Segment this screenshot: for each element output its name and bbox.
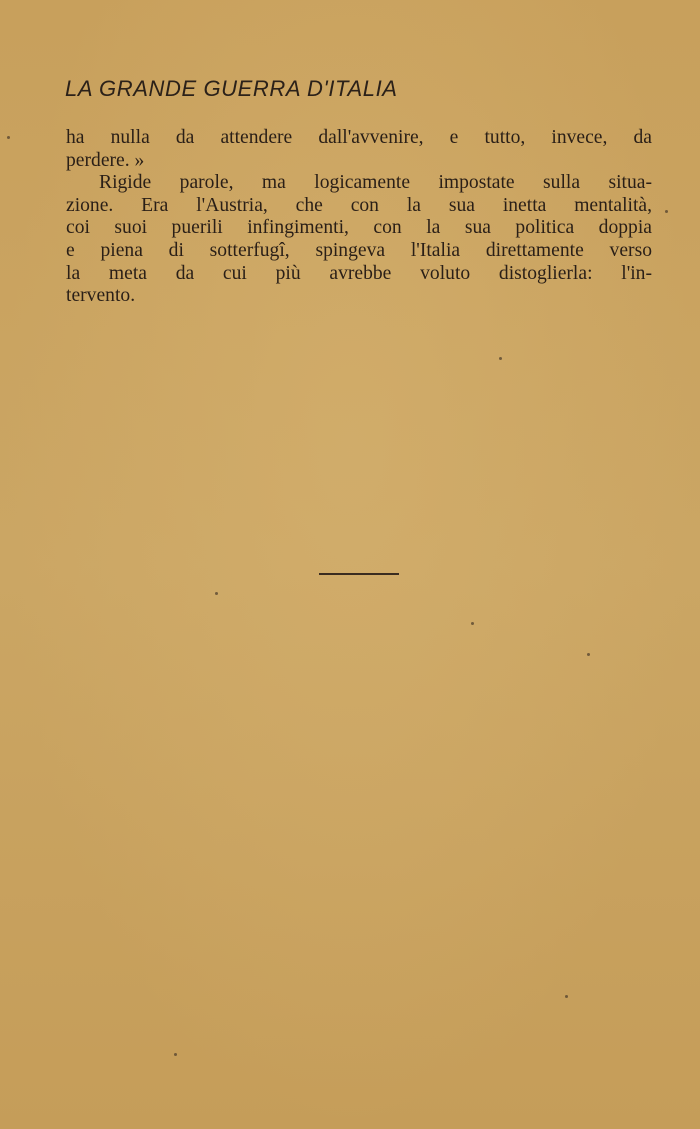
text-line: Rigide parole, ma logicamente impostate sulla situa- — [99, 172, 652, 194]
paper-speck — [587, 653, 590, 656]
paper-speck — [565, 995, 568, 998]
text-line: la meta da cui più avrebbe voluto distoglierla: l'in- — [66, 262, 652, 284]
paper-speck — [499, 357, 502, 360]
paper-speck — [471, 622, 474, 625]
text-line: coi suoi puerili infingimenti, con la sua politica doppia — [66, 217, 652, 239]
text-line: tervento. — [66, 285, 136, 307]
paper-speck — [174, 1053, 177, 1056]
running-title: LA GRANDE GUERRA D'ITALIA — [65, 76, 398, 101]
text-line: e piena di sotterfugî, spingeva l'Italia direttamente verso — [66, 239, 652, 261]
body-paragraphs — [66, 127, 652, 308]
text-line: zione. Era l'Austria, che con la sua inetta mentalità, — [66, 194, 652, 216]
paper-speck — [215, 592, 218, 595]
paper-speck — [665, 210, 668, 213]
section-divider — [319, 573, 399, 575]
text-line: perdere. » — [66, 149, 145, 171]
paper-speck — [7, 136, 10, 139]
text-line: ha nulla da attendere dall'avvenire, e tutto, invece, da — [66, 127, 652, 148]
